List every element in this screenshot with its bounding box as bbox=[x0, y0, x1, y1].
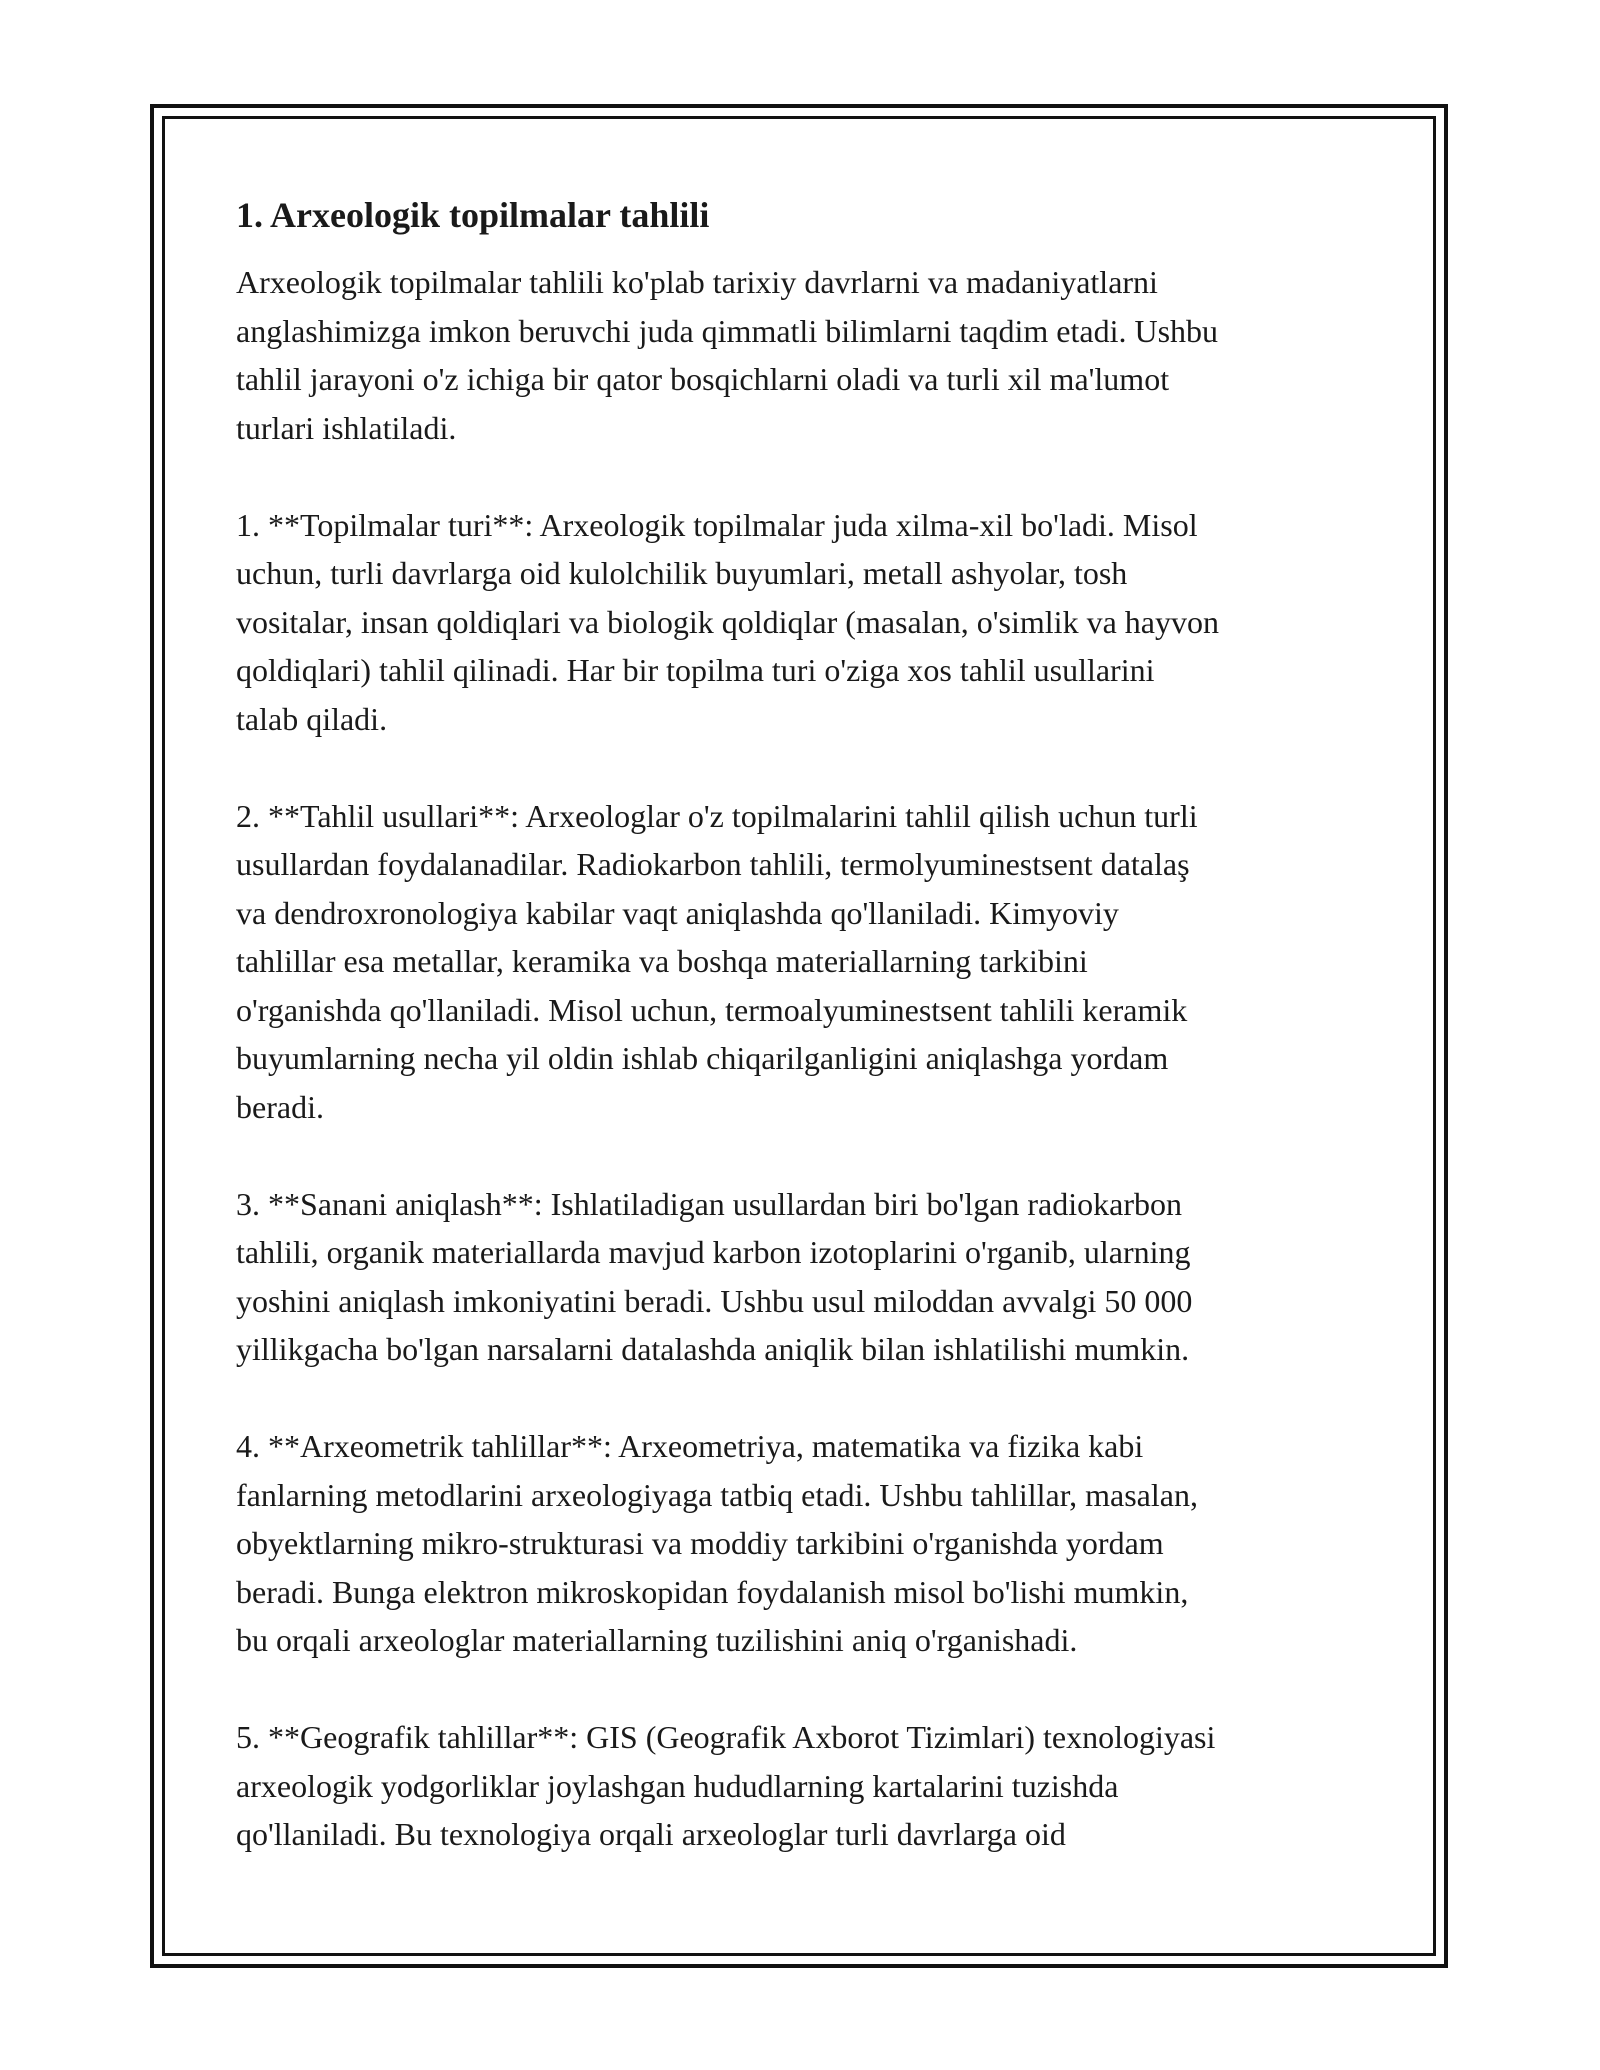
text-line: va dendroxronologiya kabilar vaqt aniqlashda qo'llaniladi. Kimyoviy bbox=[236, 894, 1119, 931]
text-line: 4. **Arxeometrik tahlillar**: Arxeometriya, matematika va fizika kabi bbox=[236, 1428, 1144, 1464]
text-line: uchun, turli davrlarga oid kulolchilik buyumlari, metall ashyolar, tosh bbox=[236, 555, 1128, 591]
intro-paragraph bbox=[236, 258, 1376, 452]
text-line: usullardan foydalanadilar. Radiokarbon tahlili, termolyuminestsent datalaş bbox=[236, 846, 1190, 882]
topilmalar-turi-paragraph bbox=[236, 501, 1376, 744]
text-line: tahlil jarayoni o'z ichiga bir qator bosqichlarni oladi va turli xil ma'lumot bbox=[236, 361, 1170, 397]
sanani-aniqlash-paragraph bbox=[236, 1180, 1376, 1374]
text-line: 5. **Geografik tahlillar**: GIS (Geografik Axborot Tizimlari) texnologiyasi bbox=[236, 1719, 1216, 1755]
text-line: 3. **Sanani aniqlash**: Ishlatiladigan usullardan biri bo'lgan radiokarbon bbox=[236, 1185, 1182, 1222]
text-line: o'rganishda qo'llaniladi. Misol uchun, termoalyuminestsent tahlili keramik bbox=[236, 991, 1188, 1028]
text-line: 1. **Topilmalar turi**: Arxeologik topilmalar juda xilma-xil bo'ladi. Misol bbox=[236, 506, 1198, 543]
text-line: bu orqali arxeologlar materiallarning tuzilishini aniq o'rganishadi. bbox=[236, 1622, 1078, 1658]
section-heading: 1. Arxeologik topilmalar tahlili bbox=[236, 195, 710, 235]
text-line: qoldiqlari) tahlil qilinadi. Har bir topilma turi o'ziga xos tahlil usullarini bbox=[236, 652, 1155, 688]
text-line: obyektlarning mikro-strukturasi va moddiy tarkibini o'rganishda yordam bbox=[236, 1525, 1164, 1561]
text-line: tahlillar esa metallar, keramika va boshqa materiallarning tarkibini bbox=[236, 943, 1088, 979]
geografik-tahlillar-paragraph bbox=[236, 1713, 1376, 1859]
document-body bbox=[236, 190, 1376, 1907]
text-line: anglashimizga imkon beruvchi juda qimmatli bilimlarni taqdim etadi. Ushbu bbox=[236, 312, 1219, 349]
text-line: talab qiladi. bbox=[236, 700, 388, 737]
text-line: yoshini aniqlash imkoniyatini beradi. Ushbu usul miloddan avvalgi 50 000 bbox=[236, 1282, 1193, 1319]
text-line: tahlili, organik materiallarda mavjud karbon izotoplarini o'rganib, ularning bbox=[236, 1234, 1191, 1270]
text-line: vositalar, insan qoldiqlari va biologik qoldiqlar (masalan, o'simlik va hayvon bbox=[236, 603, 1219, 640]
text-line: fanlarning metodlarini arxeologiyaga tatbiq etadi. Ushbu tahlillar, masalan, bbox=[236, 1476, 1198, 1513]
tahlil-usullari-paragraph bbox=[236, 792, 1376, 1132]
text-line: beradi. Bunga elektron mikroskopidan foydalanish misol bo'lishi mumkin, bbox=[236, 1573, 1189, 1610]
text-line: qo'llaniladi. Bu texnologiya orqali arxeologlar turli davrlarga oid bbox=[236, 1816, 1066, 1852]
text-line: Arxeologik topilmalar tahlili ko'plab tarixiy davrlarni va madaniyatlarni bbox=[236, 264, 1158, 300]
arxeometrik-tahlillar-paragraph bbox=[236, 1422, 1376, 1665]
text-line: yillikgacha bo'lgan narsalarni datalashda aniqlik bilan ishlatilishi mumkin. bbox=[236, 1331, 1190, 1367]
text-line: arxeologik yodgorliklar joylashgan hududlarning kartalarini tuzishda bbox=[236, 1767, 1119, 1804]
text-line: beradi. bbox=[236, 1088, 324, 1125]
text-line: buyumlarning necha yil oldin ishlab chiqarilganligini aniqlashga yordam bbox=[236, 1040, 1169, 1076]
paragraph-list bbox=[236, 258, 1376, 1859]
text-line: 2. **Tahlil usullari**: Arxeologlar o'z topilmalarini tahlil qilish uchun turli bbox=[236, 797, 1198, 834]
text-line: turlari ishlatiladi. bbox=[236, 409, 457, 446]
